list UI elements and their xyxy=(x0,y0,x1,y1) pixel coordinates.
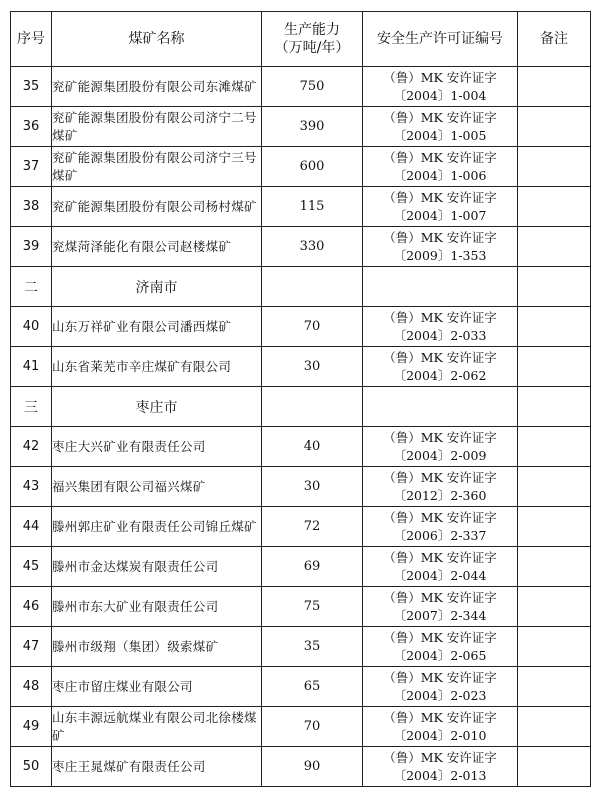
header-capacity-line2: （万吨/年） xyxy=(274,40,350,56)
row-permit xyxy=(363,747,518,787)
row-permit-line1: （鲁）MK 安许证字 xyxy=(383,589,497,605)
section-seq: 三 xyxy=(11,387,52,427)
section-empty-notes xyxy=(518,387,591,427)
row-notes xyxy=(518,427,591,467)
section-city-name: 济南市 xyxy=(52,267,262,307)
section-empty-permit xyxy=(363,267,518,307)
row-permit xyxy=(363,667,518,707)
row-mine-name: 滕州市级翔（集团）级索煤矿 xyxy=(52,627,262,667)
row-notes xyxy=(518,67,591,107)
row-permit-line2: 〔2004〕2-013 xyxy=(393,767,487,783)
section-empty-capacity xyxy=(262,387,363,427)
row-mine-name: 滕州郭庄矿业有限责任公司锦丘煤矿 xyxy=(52,507,262,547)
row-mine-name: 兖矿能源集团股份有限公司东滩煤矿 xyxy=(52,67,262,107)
row-permit-line1: （鲁）MK 安许证字 xyxy=(383,429,497,445)
row-mine-name: 枣庄王晁煤矿有限责任公司 xyxy=(52,747,262,787)
row-permit-line2: 〔2004〕2-023 xyxy=(393,687,487,703)
row-permit-line2: 〔2004〕2-044 xyxy=(393,567,487,583)
row-mine-name: 山东万祥矿业有限公司潘西煤矿 xyxy=(52,307,262,347)
row-permit xyxy=(363,627,518,667)
section-row xyxy=(11,387,591,427)
row-seq: 49 xyxy=(11,707,52,747)
section-empty-notes xyxy=(518,267,591,307)
row-permit-line1: （鲁）MK 安许证字 xyxy=(383,669,497,685)
row-permit xyxy=(363,587,518,627)
table-row xyxy=(11,347,591,387)
table-body xyxy=(11,67,591,787)
row-permit-line1: （鲁）MK 安许证字 xyxy=(383,109,497,125)
row-permit-line1: （鲁）MK 安许证字 xyxy=(383,349,497,365)
row-seq: 43 xyxy=(11,467,52,507)
row-notes xyxy=(518,507,591,547)
row-permit-line2: 〔2009〕1-353 xyxy=(393,247,487,263)
table-row xyxy=(11,107,591,147)
row-mine-name: 兖煤菏泽能化有限公司赵楼煤矿 xyxy=(52,227,262,267)
row-capacity: 390 xyxy=(262,107,363,147)
row-seq: 36 xyxy=(11,107,52,147)
table-row xyxy=(11,227,591,267)
section-row xyxy=(11,267,591,307)
row-capacity: 65 xyxy=(262,667,363,707)
row-capacity: 115 xyxy=(262,187,363,227)
table-row xyxy=(11,427,591,467)
row-seq: 41 xyxy=(11,347,52,387)
row-mine-name: 兖矿能源集团股份有限公司济宁二号煤矿 xyxy=(52,107,262,147)
table-row xyxy=(11,67,591,107)
row-mine-name: 滕州市东大矿业有限责任公司 xyxy=(52,587,262,627)
row-seq: 39 xyxy=(11,227,52,267)
row-seq: 40 xyxy=(11,307,52,347)
row-permit-line1: （鲁）MK 安许证字 xyxy=(383,749,497,765)
row-seq: 35 xyxy=(11,67,52,107)
row-notes xyxy=(518,227,591,267)
row-capacity: 30 xyxy=(262,347,363,387)
row-capacity: 600 xyxy=(262,147,363,187)
row-capacity: 72 xyxy=(262,507,363,547)
section-city-name: 枣庄市 xyxy=(52,387,262,427)
row-permit-line2: 〔2004〕1-006 xyxy=(393,167,487,183)
row-permit xyxy=(363,187,518,227)
table-row xyxy=(11,747,591,787)
row-permit xyxy=(363,227,518,267)
row-permit-line1: （鲁）MK 安许证字 xyxy=(383,229,497,245)
row-notes xyxy=(518,147,591,187)
row-permit-line2: 〔2004〕1-005 xyxy=(393,127,487,143)
row-permit-line1: （鲁）MK 安许证字 xyxy=(383,549,497,565)
row-permit xyxy=(363,427,518,467)
row-notes xyxy=(518,587,591,627)
header-permit: 安全生产许可证编号 xyxy=(363,12,518,67)
row-mine-name: 福兴集团有限公司福兴煤矿 xyxy=(52,467,262,507)
row-permit-line1: （鲁）MK 安许证字 xyxy=(383,469,497,485)
row-seq: 47 xyxy=(11,627,52,667)
row-mine-name: 山东丰源远航煤业有限公司北徐楼煤矿 xyxy=(52,707,262,747)
header-notes: 备注 xyxy=(518,12,591,67)
row-capacity: 75 xyxy=(262,587,363,627)
row-permit-line1: （鲁）MK 安许证字 xyxy=(383,309,497,325)
row-seq: 44 xyxy=(11,507,52,547)
row-notes xyxy=(518,667,591,707)
table-header-row xyxy=(11,12,591,67)
row-seq: 45 xyxy=(11,547,52,587)
row-capacity: 35 xyxy=(262,627,363,667)
row-permit xyxy=(363,507,518,547)
row-permit xyxy=(363,107,518,147)
header-capacity xyxy=(262,12,363,67)
table-row xyxy=(11,667,591,707)
section-empty-permit xyxy=(363,387,518,427)
row-notes xyxy=(518,707,591,747)
row-seq: 48 xyxy=(11,667,52,707)
header-seq: 序号 xyxy=(11,12,52,67)
table-row xyxy=(11,547,591,587)
row-permit-line2: 〔2004〕2-033 xyxy=(393,327,487,343)
row-permit-line1: （鲁）MK 安许证字 xyxy=(383,69,497,85)
header-mine-name: 煤矿名称 xyxy=(52,12,262,67)
row-permit xyxy=(363,707,518,747)
row-permit xyxy=(363,467,518,507)
row-permit xyxy=(363,547,518,587)
table-row xyxy=(11,307,591,347)
row-notes xyxy=(518,307,591,347)
row-permit-line1: （鲁）MK 安许证字 xyxy=(383,509,497,525)
row-mine-name: 兖矿能源集团股份有限公司杨村煤矿 xyxy=(52,187,262,227)
row-permit-line2: 〔2006〕2-337 xyxy=(393,527,487,543)
row-notes xyxy=(518,747,591,787)
coal-mine-table xyxy=(10,11,591,787)
row-mine-name: 枣庄市留庄煤业有限公司 xyxy=(52,667,262,707)
table-row xyxy=(11,707,591,747)
section-empty-capacity xyxy=(262,267,363,307)
table-row xyxy=(11,587,591,627)
table-row xyxy=(11,187,591,227)
row-permit xyxy=(363,347,518,387)
row-capacity: 330 xyxy=(262,227,363,267)
row-notes xyxy=(518,107,591,147)
row-notes xyxy=(518,467,591,507)
row-permit xyxy=(363,307,518,347)
row-mine-name: 兖矿能源集团股份有限公司济宁三号煤矿 xyxy=(52,147,262,187)
row-permit-line2: 〔2004〕2-009 xyxy=(393,447,487,463)
table-row xyxy=(11,507,591,547)
row-notes xyxy=(518,347,591,387)
table-row xyxy=(11,627,591,667)
row-mine-name: 山东省莱芜市辛庄煤矿有限公司 xyxy=(52,347,262,387)
section-seq: 二 xyxy=(11,267,52,307)
row-permit-line2: 〔2004〕1-007 xyxy=(393,207,487,223)
row-capacity: 30 xyxy=(262,467,363,507)
row-seq: 38 xyxy=(11,187,52,227)
row-permit-line1: （鲁）MK 安许证字 xyxy=(383,709,497,725)
row-capacity: 90 xyxy=(262,747,363,787)
row-permit-line2: 〔2004〕2-062 xyxy=(393,367,487,383)
row-permit-line1: （鲁）MK 安许证字 xyxy=(383,189,497,205)
row-mine-name: 滕州市金达煤炭有限责任公司 xyxy=(52,547,262,587)
row-capacity: 40 xyxy=(262,427,363,467)
row-notes xyxy=(518,187,591,227)
row-seq: 37 xyxy=(11,147,52,187)
row-permit-line1: （鲁）MK 安许证字 xyxy=(383,149,497,165)
row-permit-line1: （鲁）MK 安许证字 xyxy=(383,629,497,645)
row-permit-line2: 〔2004〕2-065 xyxy=(393,647,487,663)
table-row xyxy=(11,467,591,507)
row-permit-line2: 〔2012〕2-360 xyxy=(393,487,487,503)
table-row xyxy=(11,147,591,187)
row-permit-line2: 〔2004〕1-004 xyxy=(393,87,487,103)
row-notes xyxy=(518,627,591,667)
header-capacity-line1: 生产能力 xyxy=(284,22,340,38)
row-notes xyxy=(518,547,591,587)
row-permit-line2: 〔2007〕2-344 xyxy=(393,607,487,623)
row-capacity: 70 xyxy=(262,707,363,747)
row-capacity: 69 xyxy=(262,547,363,587)
row-seq: 42 xyxy=(11,427,52,467)
row-permit xyxy=(363,67,518,107)
row-capacity: 750 xyxy=(262,67,363,107)
row-seq: 50 xyxy=(11,747,52,787)
row-permit-line2: 〔2004〕2-010 xyxy=(393,727,487,743)
row-seq: 46 xyxy=(11,587,52,627)
row-capacity: 70 xyxy=(262,307,363,347)
row-mine-name: 枣庄大兴矿业有限责任公司 xyxy=(52,427,262,467)
row-permit xyxy=(363,147,518,187)
